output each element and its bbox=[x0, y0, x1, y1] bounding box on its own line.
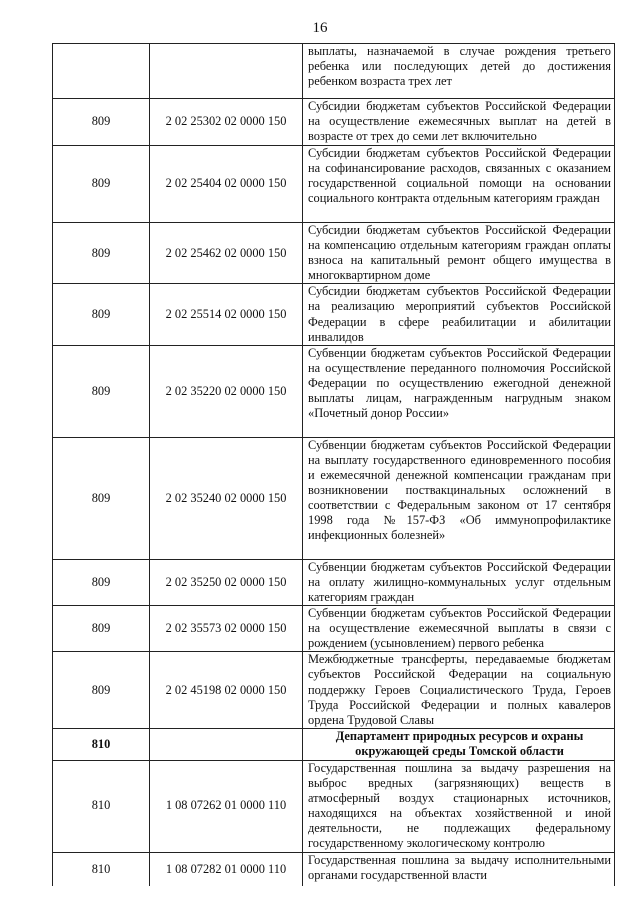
admin-code-cell: 809 bbox=[53, 223, 150, 284]
table-row bbox=[53, 559, 615, 605]
admin-code-cell: 810 bbox=[53, 760, 150, 852]
description-cell: Субвенции бюджетам субъектов Российской Федерации на осуществление ежемесячной выплаты в связи с рождением (усыновлением) первого ребенка bbox=[303, 606, 615, 652]
department-header-row bbox=[53, 729, 615, 760]
budget-code-cell: 2 02 45198 02 0000 150 bbox=[150, 652, 303, 729]
budget-code-cell: 2 02 35240 02 0000 150 bbox=[150, 437, 303, 559]
admin-code-cell: 809 bbox=[53, 345, 150, 437]
table-row bbox=[53, 852, 615, 886]
description-cell: Государственная пошлина за выдачу разрешения на выброс вредных (загрязняющих) веществ в атмосферный воздух стационарных источников, находящихся на объектах хозяйственной и иной деятельности, не подлежащих федеральному государственному экологическому контролю bbox=[303, 760, 615, 852]
table-row bbox=[53, 345, 615, 437]
description-cell: Субсидии бюджетам субъектов Российской Федерации на осуществление ежемесячных выплат на детей в возрасте от трех до семи лет включительно bbox=[303, 99, 615, 146]
admin-code-cell: 809 bbox=[53, 559, 150, 605]
budget-code-cell: 2 02 35250 02 0000 150 bbox=[150, 559, 303, 605]
description-cell: Субсидии бюджетам субъектов Российской Федерации на компенсацию отдельным категориям граждан оплаты взноса на капитальный ремонт общего имущества в многоквартирном доме bbox=[303, 223, 615, 284]
page-number: 16 bbox=[312, 20, 328, 36]
table-row bbox=[53, 99, 615, 146]
budget-code-cell: 2 02 25514 02 0000 150 bbox=[150, 284, 303, 345]
description-cell: Субвенции бюджетам субъектов Российской Федерации на осуществление переданного полномочия Российской Федерации по осуществлению ежегодной денежной выплаты лицам, награжденным нагрудным знаком «Почетный донор России» bbox=[303, 345, 615, 437]
budget-code-cell: 2 02 25404 02 0000 150 bbox=[150, 146, 303, 223]
department-title: Департамент природных ресурсов и охраны окружающей среды Томской области bbox=[303, 729, 615, 760]
description-cell: Субсидии бюджетам субъектов Российской Федерации на софинансирование расходов, связанных с оказанием государственной социальной помощи на основании социального контракта отдельным категориям граждан bbox=[303, 146, 615, 223]
budget-code-cell bbox=[150, 729, 303, 760]
table-row bbox=[53, 223, 615, 284]
budget-code-cell: 2 02 25302 02 0000 150 bbox=[150, 99, 303, 146]
description-cell: Субвенции бюджетам субъектов Российской Федерации на выплату государственного единовременного пособия и ежемесячной денежной компенсации гражданам при возникновении поствакцинальных осложнений в соответствии с Федеральным законом от 17 сентября 1998 года №157-ФЗ «Об иммунопрофилактике инфекционных болезней» bbox=[303, 437, 615, 559]
budget-code-cell: 1 08 07282 01 0000 110 bbox=[150, 852, 303, 886]
table-row bbox=[53, 44, 615, 99]
admin-code-cell: 809 bbox=[53, 606, 150, 652]
admin-code-cell: 809 bbox=[53, 652, 150, 729]
description-cell: Государственная пошлина за выдачу исполнительными органами государственной власти bbox=[303, 852, 615, 886]
table-row bbox=[53, 146, 615, 223]
table-row bbox=[53, 652, 615, 729]
description-cell: Субсидии бюджетам субъектов Российской Федерации на реализацию мероприятий субъектов Российской Федерации в сфере реабилитации и абилитации инвалидов bbox=[303, 284, 615, 345]
table-row bbox=[53, 437, 615, 559]
admin-code-cell: 809 bbox=[53, 146, 150, 223]
budget-code-cell bbox=[150, 44, 303, 99]
budget-code-cell: 2 02 35220 02 0000 150 bbox=[150, 345, 303, 437]
admin-code-cell bbox=[53, 44, 150, 99]
admin-code-cell: 810 bbox=[53, 729, 150, 760]
description-cell: Субвенции бюджетам субъектов Российской Федерации на оплату жилищно-коммунальных услуг отдельным категориям граждан bbox=[303, 559, 615, 605]
admin-code-cell: 809 bbox=[53, 437, 150, 559]
admin-code-cell: 809 bbox=[53, 284, 150, 345]
description-cell: выплаты, назначаемой в случае рождения третьего ребенка или последующих детей до достижения ребенком возраста трех лет bbox=[303, 44, 615, 99]
budget-code-cell: 2 02 25462 02 0000 150 bbox=[150, 223, 303, 284]
table-row bbox=[53, 284, 615, 345]
admin-code-cell: 810 bbox=[53, 852, 150, 886]
budget-codes-table bbox=[52, 43, 615, 886]
budget-code-cell: 1 08 07262 01 0000 110 bbox=[150, 760, 303, 852]
description-cell: Межбюджетные трансферты, передаваемые бюджетам субъектов Российской Федерации на социальную поддержку Героев Социалистического Труда, Героев Труда Российской Федерации и полных кавалеров ордена Трудовой Славы bbox=[303, 652, 615, 729]
admin-code-cell: 809 bbox=[53, 99, 150, 146]
table-row bbox=[53, 606, 615, 652]
table-row bbox=[53, 760, 615, 852]
budget-code-cell: 2 02 35573 02 0000 150 bbox=[150, 606, 303, 652]
